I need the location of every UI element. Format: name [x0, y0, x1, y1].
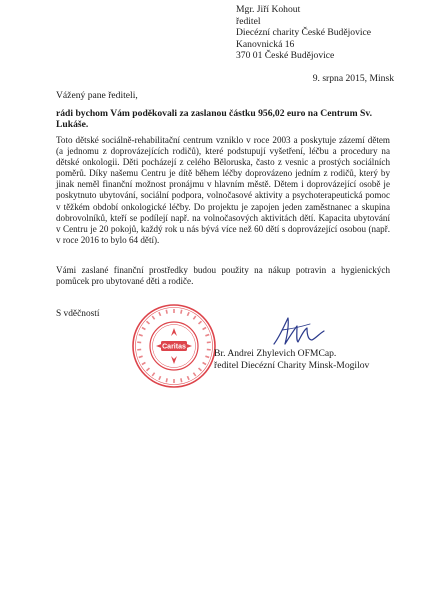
recipient-city: 370 01 České Budějovice — [236, 50, 335, 61]
signatory-block — [214, 348, 369, 371]
body-paragraph-center-description: Toto dětské sociálně-rehabilitační centrum vzniklo v roce 2003 a poskytuje zázemí dětem (a jednomu z doprovázejících rodičů), které podstupují vyšetření, léčbu a procedury na dětské onkologii. Děti pocházejí z celého Běloruska, často z vesnic a prostých sociálních poměrů. Díky našemu Centru je dítě během léčby doprovázeno jedním z rodičů, který by jinak neměl finanční možnost pronájmu v hlavním městě. Dětem i doprovázející osobě je poskytnuto ubytování, sociální podpora, volnočasové aktivity a psychoterapeutická pomoc v těžkém období onkologické léčby. Do projektu je zapojen jeden zaměstnanec a skupina dobrovolníků, kteří se podílejí např. na volnočasových aktivitách dětí. Kapacita ubytování v Centru je 20 pokojů, každý rok u nás bývá více než 60 dětí s doprovázející osobou (např. v roce 2016 to bylo 64 dětí). — [56, 135, 390, 245]
signatory-name: Br. Andrei Zhylevich OFMCap. — [214, 348, 337, 359]
recipient-role: ředitel — [236, 15, 261, 27]
stamp-graphic — [130, 302, 218, 390]
handwritten-signature — [270, 314, 328, 350]
recipient-name: Mgr. Jiří Kohout — [236, 4, 301, 15]
signature-graphic — [270, 314, 328, 350]
signatory-title: ředitel Diecézní Charity Minsk-Mogilov — [214, 359, 370, 371]
recipient-street: Kanovnická 16 — [236, 38, 295, 50]
recipient-address — [236, 4, 371, 62]
stamp-caritas-text: Caritas — [162, 343, 186, 351]
letter-date: 9. srpna 2015, Minsk — [312, 73, 394, 84]
thanks-statement: rádi bychom Vám poděkovali za zaslanou částku 956,02 euro na Centrum Sv. Lukáše. — [56, 108, 373, 131]
body-paragraph-funds-use: Vámi zaslané finanční prostředky budou použity na nákup potravin a hygienických pomůcek pro ubytované děti a rodiče. — [56, 265, 390, 287]
recipient-organization: Diecézní charity České Budějovice — [236, 27, 372, 38]
salutation: Vážený pane řediteli, — [56, 90, 138, 101]
caritas-stamp — [130, 302, 218, 390]
closing: S vděčností — [56, 309, 100, 319]
